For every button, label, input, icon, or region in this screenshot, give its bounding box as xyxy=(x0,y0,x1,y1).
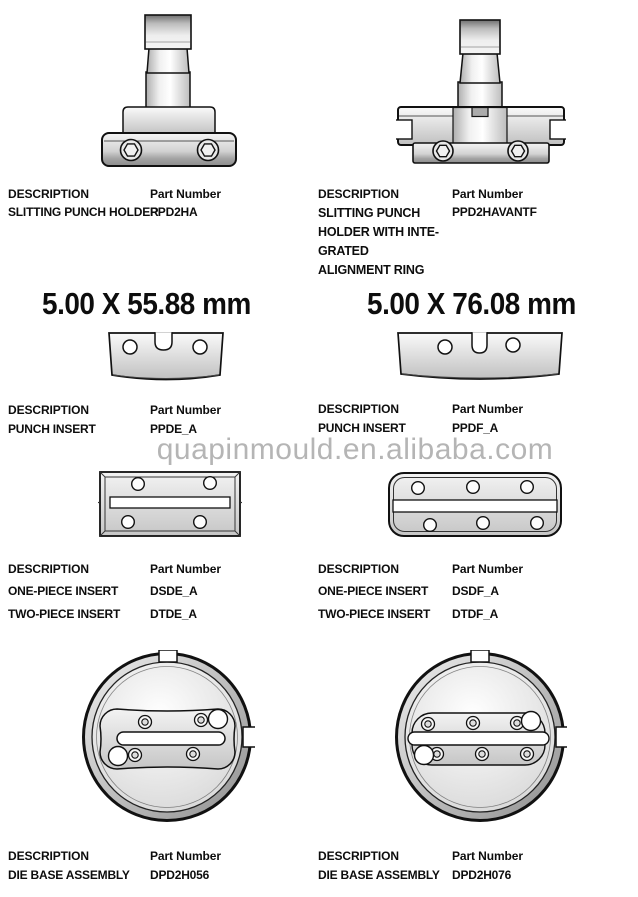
punch-notch xyxy=(155,332,172,350)
die-base-part-number: DPD2H076 xyxy=(452,868,512,882)
top-alignment-notch xyxy=(471,650,489,662)
two-piece-insert-part-number: DTDE_A xyxy=(150,607,197,621)
punch-holder-description: SLITTING PUNCH HOLDER WITH INTE-GRATED ALIGNMENT RING xyxy=(318,206,439,277)
spec-header-description: DESCRIPTION xyxy=(8,403,89,417)
left-keyway-notch xyxy=(396,120,412,139)
size-heading: 5.00 X 55.88 mm xyxy=(42,286,251,321)
size-heading: 5.00 X 76.08 mm xyxy=(367,286,576,321)
one-piece-insert-drawing xyxy=(388,470,564,540)
die-slot xyxy=(408,732,549,745)
spec-header-description: DESCRIPTION xyxy=(318,849,399,863)
punch-insert-part-number: PPDE_A xyxy=(150,422,197,436)
insert-slot xyxy=(110,497,230,508)
punch-insert-part-number: PPDF_A xyxy=(452,421,499,435)
spec-header-description: DESCRIPTION xyxy=(8,187,89,201)
right-keyway-notch xyxy=(550,120,566,139)
punch-insert-description: PUNCH INSERT xyxy=(8,422,96,436)
spec-header-part-number: Part Number xyxy=(150,562,221,576)
die-base-description: DIE BASE ASSEMBLY xyxy=(318,868,440,882)
spec-header-description: DESCRIPTION xyxy=(318,562,399,576)
die-base-assembly-drawing xyxy=(80,650,255,825)
spec-header-part-number: Part Number xyxy=(452,187,523,201)
punch-insert-drawing xyxy=(392,328,568,386)
spec-header-part-number: Part Number xyxy=(452,402,523,416)
dowel-hole xyxy=(522,712,541,731)
watermark: quapinmould.en.alibaba.com xyxy=(156,433,554,466)
spec-header-description: DESCRIPTION xyxy=(8,562,89,576)
side-alignment-notch xyxy=(556,727,567,747)
die-base-part-number: DPD2H056 xyxy=(150,868,210,882)
punch-holder-description: SLITTING PUNCH HOLDER xyxy=(8,205,159,219)
spec-header-part-number: Part Number xyxy=(150,403,221,417)
spec-header-description: DESCRIPTION xyxy=(318,402,399,416)
dowel-hole xyxy=(415,746,434,765)
spec-header-description: DESCRIPTION xyxy=(318,187,399,201)
dowel-hole xyxy=(109,747,128,766)
spec-header-part-number: Part Number xyxy=(150,187,221,201)
spec-header-description: DESCRIPTION xyxy=(8,849,89,863)
spec-header-part-number: Part Number xyxy=(452,562,523,576)
die-base-description: DIE BASE ASSEMBLY xyxy=(8,868,130,882)
die-slot xyxy=(117,732,225,745)
one-piece-insert-part-number: DSDF_A xyxy=(452,584,499,598)
punch-insert-description: PUNCH INSERT xyxy=(318,421,406,435)
slitting-punch-holder-drawing xyxy=(98,12,240,170)
spec-header-part-number: Part Number xyxy=(150,849,221,863)
one-piece-insert-part-number: DSDE_A xyxy=(150,584,198,598)
slitting-punch-holder-alignment-ring-drawing xyxy=(396,12,566,164)
punch-insert-drawing xyxy=(104,330,228,388)
spec-header-part-number: Part Number xyxy=(452,849,523,863)
two-piece-insert-description: TWO-PIECE INSERT xyxy=(8,607,121,621)
insert-slot xyxy=(393,500,557,512)
punch-holder-part-number: PPD2HAVANTF xyxy=(452,205,537,219)
die-base-assembly-drawing xyxy=(392,650,567,825)
punch-holder-part-number: PPD2HA xyxy=(150,205,198,219)
one-piece-insert-description: ONE-PIECE INSERT xyxy=(318,584,429,598)
punch-notch xyxy=(472,332,487,353)
dowel-hole xyxy=(209,710,228,729)
two-piece-insert-description: TWO-PIECE INSERT xyxy=(318,607,431,621)
one-piece-insert-drawing xyxy=(98,470,242,540)
side-alignment-notch xyxy=(243,727,255,747)
one-piece-insert-description: ONE-PIECE INSERT xyxy=(8,584,119,598)
top-alignment-notch xyxy=(159,650,177,662)
two-piece-insert-part-number: DTDF_A xyxy=(452,607,499,621)
